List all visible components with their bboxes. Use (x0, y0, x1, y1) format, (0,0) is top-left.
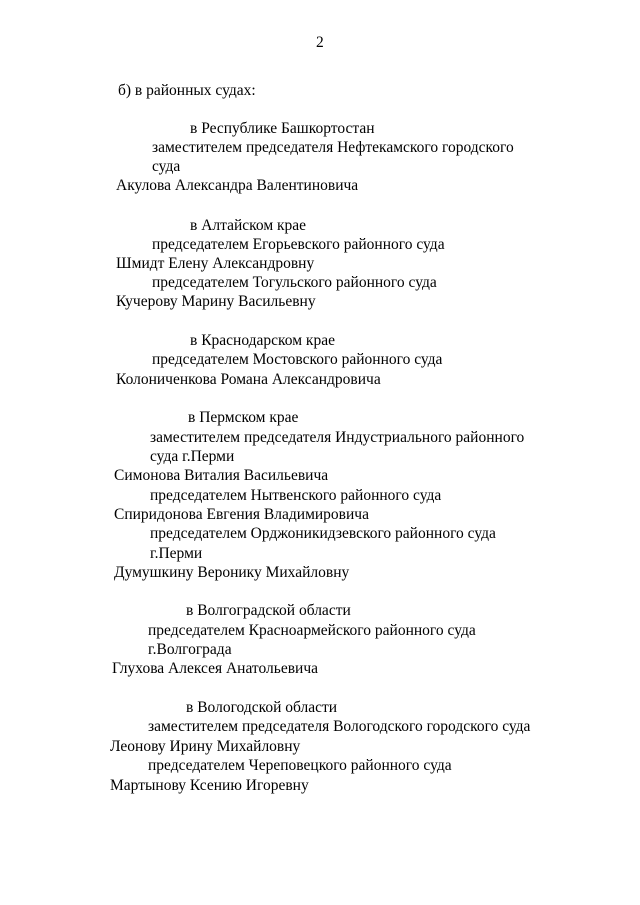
position-line: заместителем председателя Нефтекамского городского (152, 139, 514, 156)
region-heading: в Вологодской области (186, 699, 338, 716)
position-line: председателем Красноармейского районного суда (148, 622, 476, 639)
page-number: 2 (316, 34, 324, 51)
region-heading: в Республике Башкортостан (190, 120, 375, 137)
position-line: г.Волгограда (148, 641, 232, 658)
position-line: председателем Нытвенского районного суда (150, 487, 442, 504)
position-line: председателем Мостовского районного суда (152, 351, 443, 368)
person-name: Колониченкова Романа Александровича (116, 371, 381, 388)
position-line: председателем Орджоникидзевского районного суда (150, 525, 496, 542)
person-name: Кучерову Марину Васильевну (116, 293, 316, 310)
person-name: Мартынову Ксению Игоревну (110, 777, 309, 794)
person-name: Леонову Ирину Михайловну (110, 738, 301, 755)
person-name: Шмидт Елену Александровну (116, 255, 315, 272)
person-name: Акулова Александра Валентиновича (116, 177, 359, 194)
position-line: заместителем председателя Индустриального районного (150, 429, 525, 446)
person-name: Глухова Алексея Анатольевича (112, 660, 319, 677)
position-line: председателем Тогульского районного суда (152, 274, 437, 291)
position-line: заместителем председателя Вологодского городского суда (148, 718, 531, 735)
person-name: Симонова Виталия Васильевича (114, 467, 329, 484)
position-line: председателем Череповецкого районного суда (148, 757, 452, 774)
position-line: председателем Егорьевского районного суда (152, 236, 445, 253)
position-line: г.Перми (150, 545, 203, 562)
intro-line: б) в районных судах: (118, 82, 256, 99)
region-heading: в Алтайском крае (190, 217, 307, 234)
person-name: Спиридонова Евгения Владимировича (114, 506, 369, 523)
region-heading: в Краснодарском крае (190, 332, 335, 349)
region-heading: в Волгоградской области (186, 602, 351, 619)
position-line: суда (152, 158, 181, 175)
region-heading: в Пермском крае (188, 409, 299, 426)
position-line: суда г.Перми (150, 448, 235, 465)
person-name: Думушкину Веронику Михайловну (114, 564, 350, 581)
